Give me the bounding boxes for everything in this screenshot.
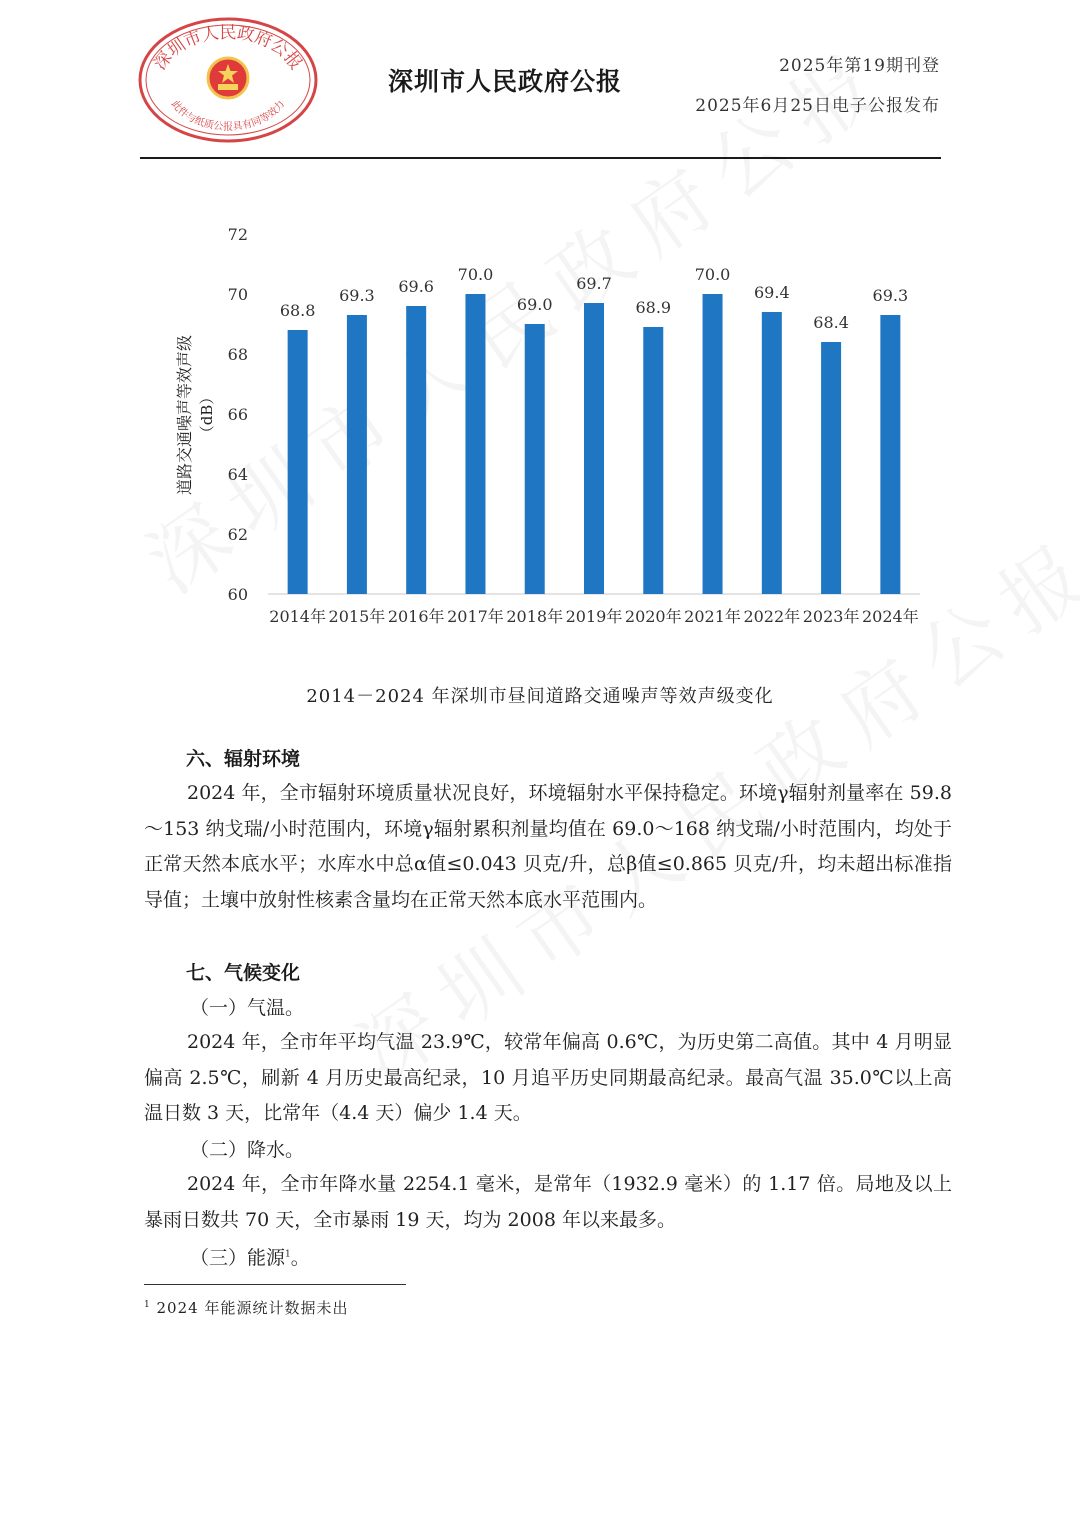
subheading-precipitation: （二）降水。 (190, 1139, 305, 1161)
energy-heading-suffix: 。 (290, 1247, 310, 1269)
precipitation-text: 2024 年，全市年降水量 2254.1 毫米，是常年（1932.9 毫米）的 1.17 倍。局地及以上暴雨日数共 70 天，全市暴雨 19 天，均为 2008 年以来最多。 (144, 1173, 952, 1231)
y-axis-title: 道路交通噪声等效声级 (175, 334, 194, 496)
y-axis-unit: （dB） (198, 389, 216, 441)
gazette-title: 深圳市人民政府公报 (388, 67, 623, 96)
value-label: 69.0 (516, 295, 553, 314)
bar-2023年 (821, 342, 841, 594)
subheading-temperature: （一）气温。 (190, 997, 305, 1019)
bar-2024年 (880, 315, 900, 594)
x-tick-label: 2024年 (861, 607, 919, 626)
bar-2020年 (643, 327, 663, 594)
value-label: 70.0 (694, 265, 731, 284)
chart-canvas (160, 215, 940, 635)
value-label: 69.3 (339, 286, 375, 305)
temperature-text: 2024 年，全市年平均气温 23.9℃，较常年偏高 0.6℃，为历史第二高值。其中 4 月明显偏高 2.5℃，刷新 4 月历史最高纪录，10 月追平历史同期最高纪录。最高气温 35.0℃以上高温日数 3 天，比常年（4.4 天）偏少 1.4 天。 (144, 1031, 952, 1124)
x-tick-label: 2022年 (743, 607, 801, 626)
bar-2017年 (465, 294, 485, 594)
value-label: 69.4 (754, 283, 790, 302)
footnote-reference[interactable]: 1 (285, 1249, 291, 1260)
energy-heading-text: （三）能源 (190, 1247, 286, 1269)
bar-2015年 (347, 315, 367, 594)
value-label: 69.6 (398, 277, 434, 296)
bar-2019年 (584, 303, 604, 594)
footnote-mark: 1 (144, 1300, 151, 1310)
x-tick-label: 2021年 (684, 607, 741, 626)
bar-2016年 (406, 306, 426, 594)
precipitation-paragraph (144, 1167, 952, 1238)
value-label: 68.8 (279, 301, 316, 320)
radiation-text: 2024 年，全市辐射环境质量状况良好，环境辐射水平保持稳定。环境γ辐射剂量率在 59.8～153 纳戈瑞/小时范围内，环境γ辐射累积剂量均值在 69.0～168 纳戈瑞/小时范围内，均处于正常天然本底水平；水库水中总α值≤0.043 贝克/升，总β值≤0.865 贝克/升，均未超出标准指导值；土壤中放射性核素含量均在正常天然本底水平范围内。 (144, 782, 952, 911)
noise-bar-chart (160, 215, 940, 635)
x-tick-label: 2014年 (269, 607, 327, 626)
y-ticks (228, 225, 248, 604)
y-axis-label (175, 335, 216, 495)
footnote-text: 2024 年能源统计数据未出 (156, 1299, 349, 1317)
x-tick-label: 2016年 (387, 607, 445, 626)
y-tick-label: 60 (227, 585, 248, 604)
value-label: 70.0 (457, 265, 494, 284)
section-heading-radiation: 六、辐射环境 (186, 748, 301, 770)
x-tick-label: 2017年 (447, 607, 504, 626)
x-tick-label: 2019年 (565, 607, 623, 626)
x-tick-label: 2015年 (328, 607, 386, 626)
publish-date: 2025年6月25日电子公报发布 (695, 96, 940, 116)
chart-caption: 2014－2024 年深圳市昼间道路交通噪声等效声级变化 (306, 686, 774, 707)
y-tick-label: 64 (227, 465, 248, 484)
value-label: 69.7 (576, 274, 612, 293)
issue-number: 2025年第19期刊登 (779, 56, 940, 76)
bars (288, 294, 901, 594)
bar-2022年 (762, 312, 782, 594)
x-tick-label: 2018年 (506, 607, 564, 626)
x-tick-label: 2023年 (802, 607, 860, 626)
bar-2018年 (525, 324, 545, 594)
y-tick-label: 70 (227, 285, 248, 304)
footnote-divider (144, 1284, 406, 1285)
value-label: 68.9 (635, 298, 672, 317)
subheading-energy (190, 1243, 310, 1270)
y-tick-label: 68 (227, 345, 248, 364)
y-tick-label: 72 (227, 225, 248, 244)
bar-2014年 (288, 330, 308, 594)
value-label: 69.3 (872, 286, 909, 305)
section-heading-climate: 七、气候变化 (186, 962, 301, 984)
official-seal (136, 16, 320, 144)
y-tick-label: 62 (227, 525, 248, 544)
bar-2021年 (703, 294, 723, 594)
value-label: 68.4 (813, 313, 849, 332)
seal-inner-text: 此件与纸质公报具有同等效力 (168, 98, 288, 133)
radiation-paragraph (144, 776, 952, 918)
y-tick-label: 66 (227, 405, 248, 424)
x-ticks (269, 607, 918, 626)
header-divider (140, 157, 941, 159)
national-emblem-icon (208, 58, 248, 98)
seal-outer-text: 深圳市人民政府公报 (150, 23, 306, 74)
footnote (144, 1297, 348, 1318)
x-tick-label: 2020年 (624, 607, 682, 626)
temperature-paragraph (144, 1025, 952, 1132)
